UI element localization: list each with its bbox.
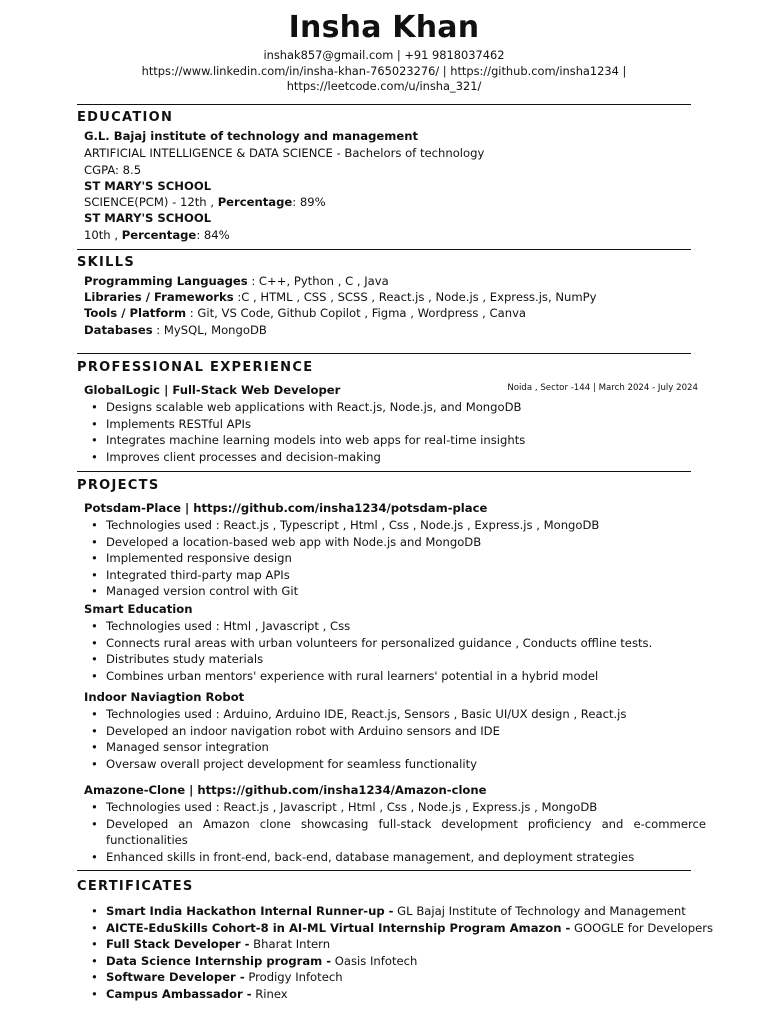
projects-heading: PROJECTS (77, 478, 160, 493)
certificate-item (84, 903, 706, 920)
certificate-item (84, 920, 714, 937)
school-name-12th: ST MARY'S SCHOOL (84, 179, 212, 193)
certificate-item (84, 936, 706, 953)
certificate-issuer: GL Bajaj Institute of Technology and Management (393, 904, 686, 918)
certificate-title: Data Science Internship program - (106, 953, 332, 968)
certificate-title: Smart India Hackathon Internal Runner-up - (106, 904, 394, 918)
college-name: G.L. Bajaj institute of technology and management (84, 129, 419, 143)
degree: ARTIFICIAL INTELLIGENCE & DATA SCIENCE - Bachelors of technology (84, 146, 485, 160)
list-item: • Implemented responsive design (84, 550, 706, 567)
list-item: • Technologies used : React.js , Typescript , Html , Css , Node.js , Express.js , MongoDB (84, 517, 706, 534)
list-item: • Managed version control with Git (84, 583, 706, 600)
skill-row (84, 274, 389, 288)
list-item: • Designs scalable web applications with React.js, Node.js, and MongoDB (84, 399, 706, 416)
certificate-item (84, 953, 706, 970)
certificate-title: Full Stack Developer - (106, 937, 250, 951)
certificate-item (84, 969, 706, 986)
list-item: • Integrated third-party map APIs (84, 567, 706, 584)
list-item: • Improves client processes and decision-making (84, 449, 706, 466)
candidate-name: Insha Khan (288, 10, 480, 45)
list-item: • Implements RESTful APIs (84, 416, 706, 433)
project-title: Amazone-Clone | https://github.com/insha1234/Amazon-clone (84, 783, 487, 797)
skill-label: Databases (84, 323, 153, 337)
skill-value: : Git, VS Code, Github Copilot , Figma , Wordpress , Canva (186, 306, 527, 320)
project-bullet-list (84, 517, 706, 600)
contact-profile-links: https://www.linkedin.com/in/insha-khan-765023276/ | https://github.com/insha1234 | (141, 64, 627, 78)
certificate-issuer: Rinex (251, 986, 288, 1001)
list-item: • Combines urban mentors' experience with rural learners' potential in a hybrid model (84, 668, 706, 685)
section-divider (77, 104, 691, 105)
contact-leetcode-link: https://leetcode.com/u/insha_321/ (286, 79, 482, 93)
certificate-issuer: Bharat Intern (249, 937, 331, 951)
list-item: • Connects rural areas with urban volunteers for personalized guidance , Conducts offline tests. (84, 635, 706, 652)
education-heading: EDUCATION (77, 110, 174, 125)
skill-label: Programming Languages (84, 274, 248, 288)
school-detail-12th (84, 195, 326, 209)
section-divider (77, 870, 691, 871)
school-name-10th: ST MARY'S SCHOOL (84, 211, 212, 225)
list-item: • Enhanced skills in front-end, back-end, database management, and deployment strategies (84, 849, 706, 866)
project-bullet-list (84, 799, 706, 865)
certificates-heading: CERTIFICATES (77, 879, 194, 894)
skill-row (84, 290, 597, 304)
job-title: GlobalLogic | Full-Stack Web Developer (84, 383, 341, 397)
project-title: Potsdam-Place | https://github.com/insha1234/potsdam-place (84, 501, 488, 515)
certificate-issuer: GOOGLE for Developers (570, 920, 714, 935)
percentage-label: Percentage (121, 228, 197, 242)
list-item: • Managed sensor integration (84, 739, 706, 756)
class-label: 10th , (84, 228, 122, 242)
project-bullet-list (84, 618, 706, 684)
certificate-title: AICTE-EduSkills Cohort-8 in AI-ML Virtual Internship Program Amazon - (106, 920, 571, 935)
list-item: • Developed a location-based web app with Node.js and MongoDB (84, 534, 706, 551)
list-item: • Technologies used : Html , Javascript , Css (84, 618, 706, 635)
percentage-value: : 84% (196, 228, 230, 242)
certificate-item (84, 986, 706, 1003)
percentage-label: Percentage (217, 195, 293, 209)
skill-label: Libraries / Frameworks (84, 290, 234, 304)
list-item: • Developed an indoor navigation robot with Arduino sensors and IDE (84, 723, 706, 740)
school-detail-10th (84, 228, 230, 242)
experience-heading: PROFESSIONAL EXPERIENCE (77, 360, 314, 375)
section-divider (77, 353, 691, 354)
skill-row (84, 323, 267, 337)
contact-email-phone: inshak857@gmail.com | +91 9818037462 (263, 48, 505, 62)
section-divider (77, 249, 691, 250)
job-location-dates: Noida , Sector -144 | March 2024 - July 2024 (507, 383, 698, 393)
project-bullet-list (84, 706, 706, 772)
cgpa: CGPA: 8.5 (84, 163, 142, 177)
experience-bullet-list (84, 399, 706, 465)
certificate-title: Campus Ambassador - (106, 986, 252, 1001)
section-divider (77, 471, 691, 472)
skill-value: : C++, Python , C , Java (247, 274, 389, 288)
list-item: • Integrates machine learning models into web apps for real-time insights (84, 432, 706, 449)
certificate-issuer: Prodigy Infotech (244, 970, 343, 984)
percentage-value: : 89% (292, 195, 326, 209)
certificate-title: Software Developer - (106, 970, 245, 984)
skill-value: : MySQL, MongoDB (152, 323, 267, 337)
skill-label: Tools / Platform (84, 306, 187, 320)
list-item: • Oversaw overall project development for seamless functionality (84, 756, 706, 773)
skill-value: :C , HTML , CSS , SCSS , React.js , Node.js , Express.js, NumPy (233, 290, 597, 304)
class-label: SCIENCE(PCM) - 12th , (84, 195, 218, 209)
list-item: • Distributes study materials (84, 651, 706, 668)
skills-heading: SKILLS (77, 255, 136, 270)
certificates-list (84, 903, 714, 1002)
list-item: • Developed an Amazon clone showcasing full-stack development proficiency and e-commerce functionalities (84, 816, 706, 849)
list-item: • Technologies used : Arduino, Arduino IDE, React.js, Sensors , Basic UI/UX design , React.js (84, 706, 706, 723)
project-title: Smart Education (84, 602, 193, 616)
project-title: Indoor Naviagtion Robot (84, 690, 245, 704)
certificate-issuer: Oasis Infotech (331, 953, 418, 968)
skill-row (84, 306, 526, 320)
list-item: • Technologies used : React.js , Javascript , Html , Css , Node.js , Express.js , MongoDB (84, 799, 706, 816)
